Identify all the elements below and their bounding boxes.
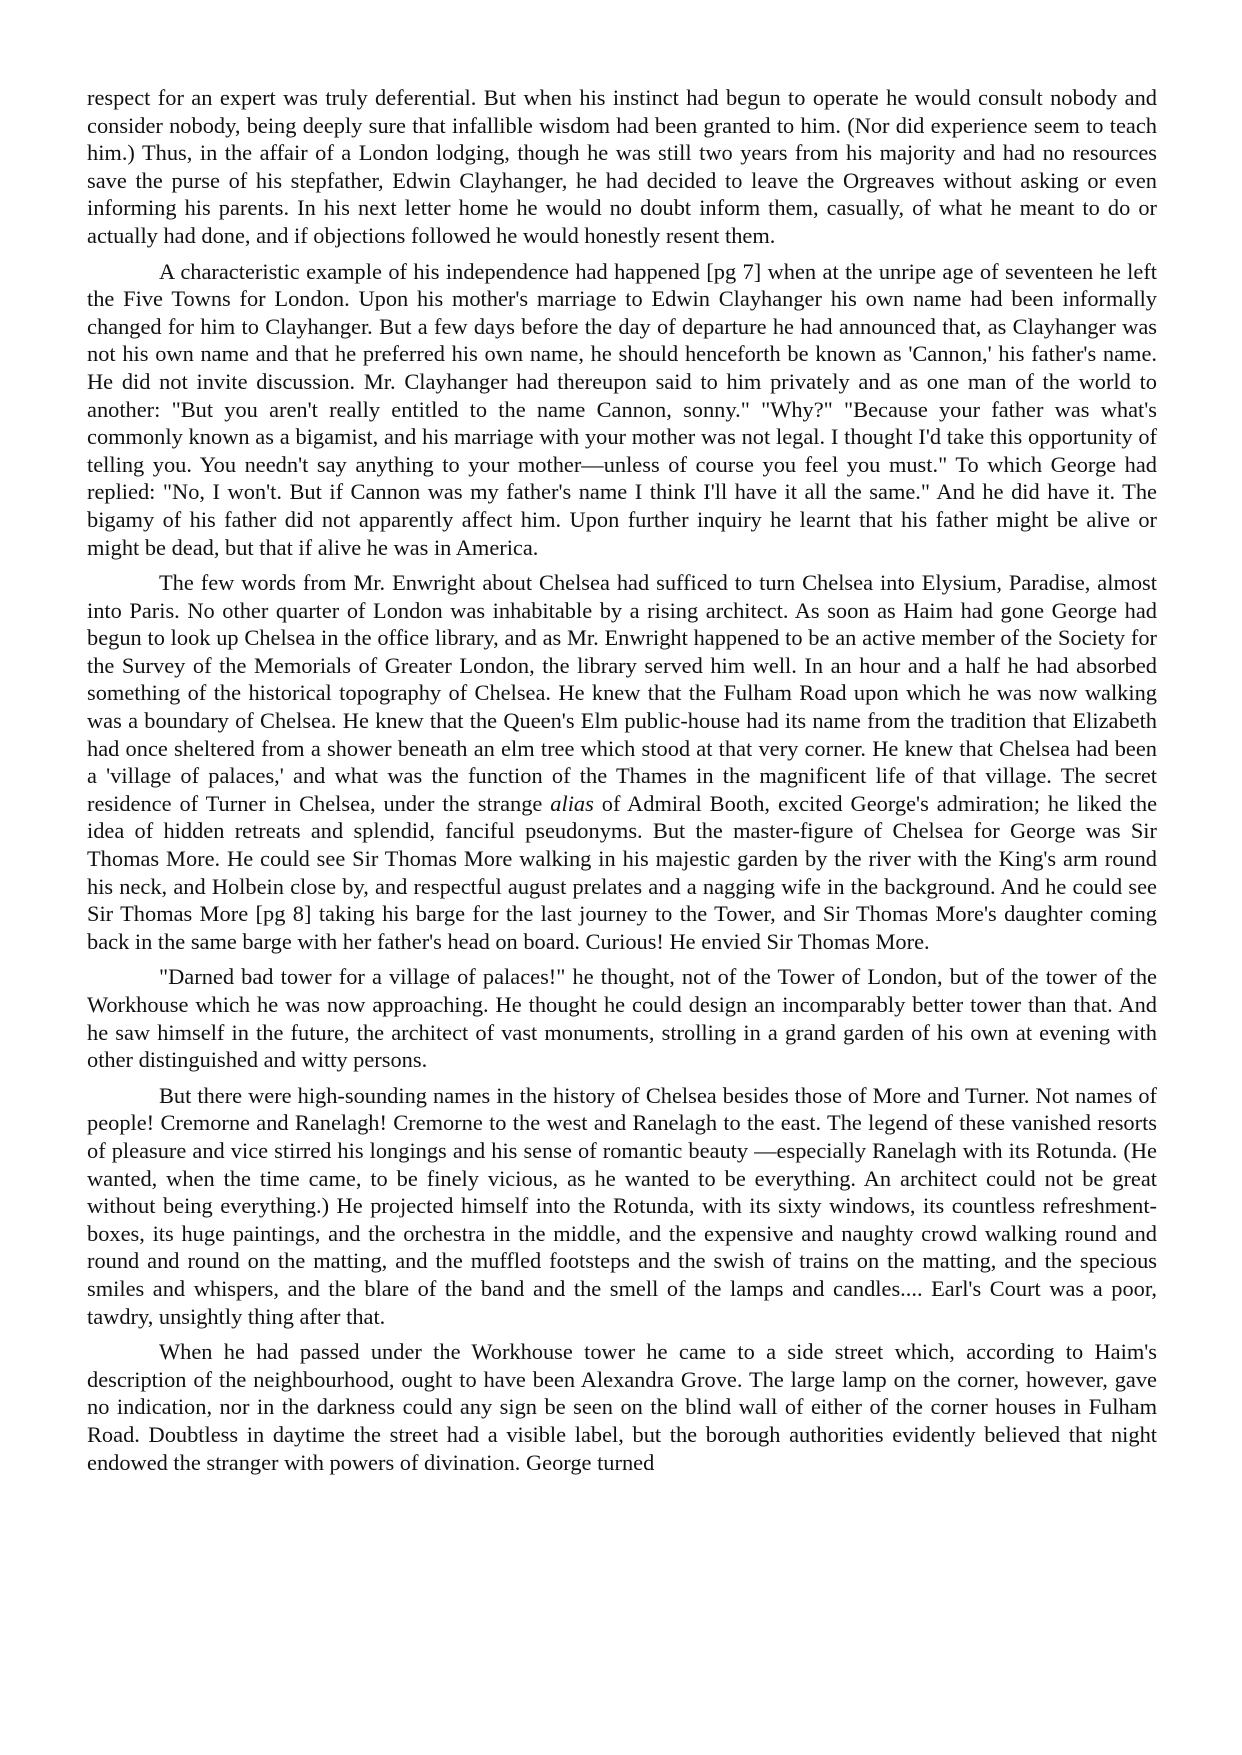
paragraph-6	[87, 1338, 1157, 1476]
paragraph-1	[87, 84, 1157, 250]
paragraph-5-text: But there were high-sounding names in the history of Chelsea besides those of More and Turner. Not names of people! Cremorne and Ranelagh! Cremorne to the west and Ranelagh to the east. The legend of these vanished resorts of pleasure and vice stirred his longings and his sense of romantic beauty —especially Ranelagh with its Rotunda. (He wanted, when the time came, to be finely vicious, as he wanted to be everything. An architect could not be great without being everything.) He projected himself into the Rotunda, with its sixty windows, its countless refreshment-boxes, its huge paintings, and the orchestra in the middle, and the expensive and naughty crowd walking round and round and round on the matting, and the muffled footsteps and the swish of trains on the matting, and the specious smiles and whispers, and the blare of the band and the smell of the lamps and candles.... Earl's Court was a poor, tawdry, unsightly thing after that.	[87, 1082, 1157, 1329]
paragraph-4-text: "Darned bad tower for a village of palaces!" he thought, not of the Tower of London, but of the tower of the Workhouse which he was now approaching. He thought he could design an incomparably better tower than that. And he saw himself in the future, the architect of vast monuments, strolling in a grand garden of his own at evening with other distinguished and witty persons.	[87, 964, 1157, 1073]
paragraph-2	[87, 258, 1157, 562]
paragraph-4	[87, 963, 1157, 1073]
paragraph-5	[87, 1082, 1157, 1330]
paragraph-2-text: A characteristic example of his independence had happened [pg 7] when at the unripe age of seventeen he left the Five Towns for London. Upon his mother's marriage to Edwin Clayhanger his own name had been informally changed for him to Clayhanger. But a few days before the day of departure he had announced that, as Clayhanger was not his own name and that he preferred his own name, he should henceforth be known as 'Cannon,' his father's name. He did not invite discussion. Mr. Clayhanger had thereupon said to him privately and as one man of the world to another: "But you aren't really entitled to the name Cannon, sonny." "Why?" "Because your father was what's commonly known as a bigamist, and his marriage with your mother was not legal. I thought I'd take this opportunity of telling you. You needn't say anything to your mother—unless of course you feel you must." To which George had replied: "No, I won't. But if Cannon was my father's name I think I'll have it all the same." And he did have it. The bigamy of his father did not apparently affect him. Upon further inquiry he learnt that his father might be alive or might be dead, but that if alive he was in America.	[87, 258, 1157, 560]
page-body	[87, 84, 1157, 1476]
paragraph-3	[87, 569, 1157, 955]
paragraph-1-text: respect for an expert was truly deferential. But when his instinct had begun to operate he would consult nobody and consider nobody, being deeply sure that infallible wisdom had been granted to him. (Nor did experience seem to teach him.) Thus, in the affair of a London lodging, though he was still two years from his majority and had no resources save the purse of his stepfather, Edwin Clayhanger, he had decided to leave the Orgreaves without asking or even informing his parents. In his next letter home he would no doubt inform them, casually, of what he meant to do or actually had done, and if objections followed he would honestly resent them.	[87, 85, 1157, 248]
paragraph-3-text-part-2: of Admiral Booth, excited George's admiration; he liked the idea of hidden retreats and splendid, fanciful pseudonyms. But the master-figure of Chelsea for George was Sir Thomas More. He could see Sir Thomas More walking in his majestic garden by the river with the King's arm round his neck, and Holbein close by, and respectful august prelates and a nagging wife in the background. And he could see Sir Thomas More [pg 8] taking his barge for the last journey to the Tower, and Sir Thomas More's daughter coming back in the same barge with her father's head on board. Curious! He envied Sir Thomas More.	[87, 790, 1158, 954]
paragraph-6-text: When he had passed under the Workhouse tower he came to a side street which, according to Haim's description of the neighbourhood, ought to have been Alexandra Grove. The large lamp on the corner, however, gave no indication, nor in the darkness could any sign be seen on the blind wall of either of the corner houses in Fulham Road. Doubtless in daytime the street had a visible label, but the borough authorities evidently believed that night endowed the stranger with powers of divination. George turned	[87, 1339, 1157, 1475]
italic-word-alias: alias	[550, 790, 594, 816]
paragraph-3-text-part-1: The few words from Mr. Enwright about Chelsea had sufficed to turn Chelsea into Elysium, Paradise, almost into Paris. No other quarter of London was inhabitable by a rising architect. As soon as Haim had gone George had begun to look up Chelsea in the office library, and as Mr. Enwright happened to be an active member of the Society for the Survey of the Memorials of Greater London, the library served him well. In an hour and a half he had absorbed something of the historical topography of Chelsea. He knew that the Fulham Road upon which he was now walking was a boundary of Chelsea. He knew that the Queen's Elm public-house had its name from the tradition that Elizabeth had once sheltered from a shower beneath an elm tree which stood at that very corner. He knew that Chelsea had been a 'village of palaces,' and what was the function of the Thames in the magnificent life of that village. The secret residence of Turner in Chelsea, under the strange	[87, 570, 1157, 816]
